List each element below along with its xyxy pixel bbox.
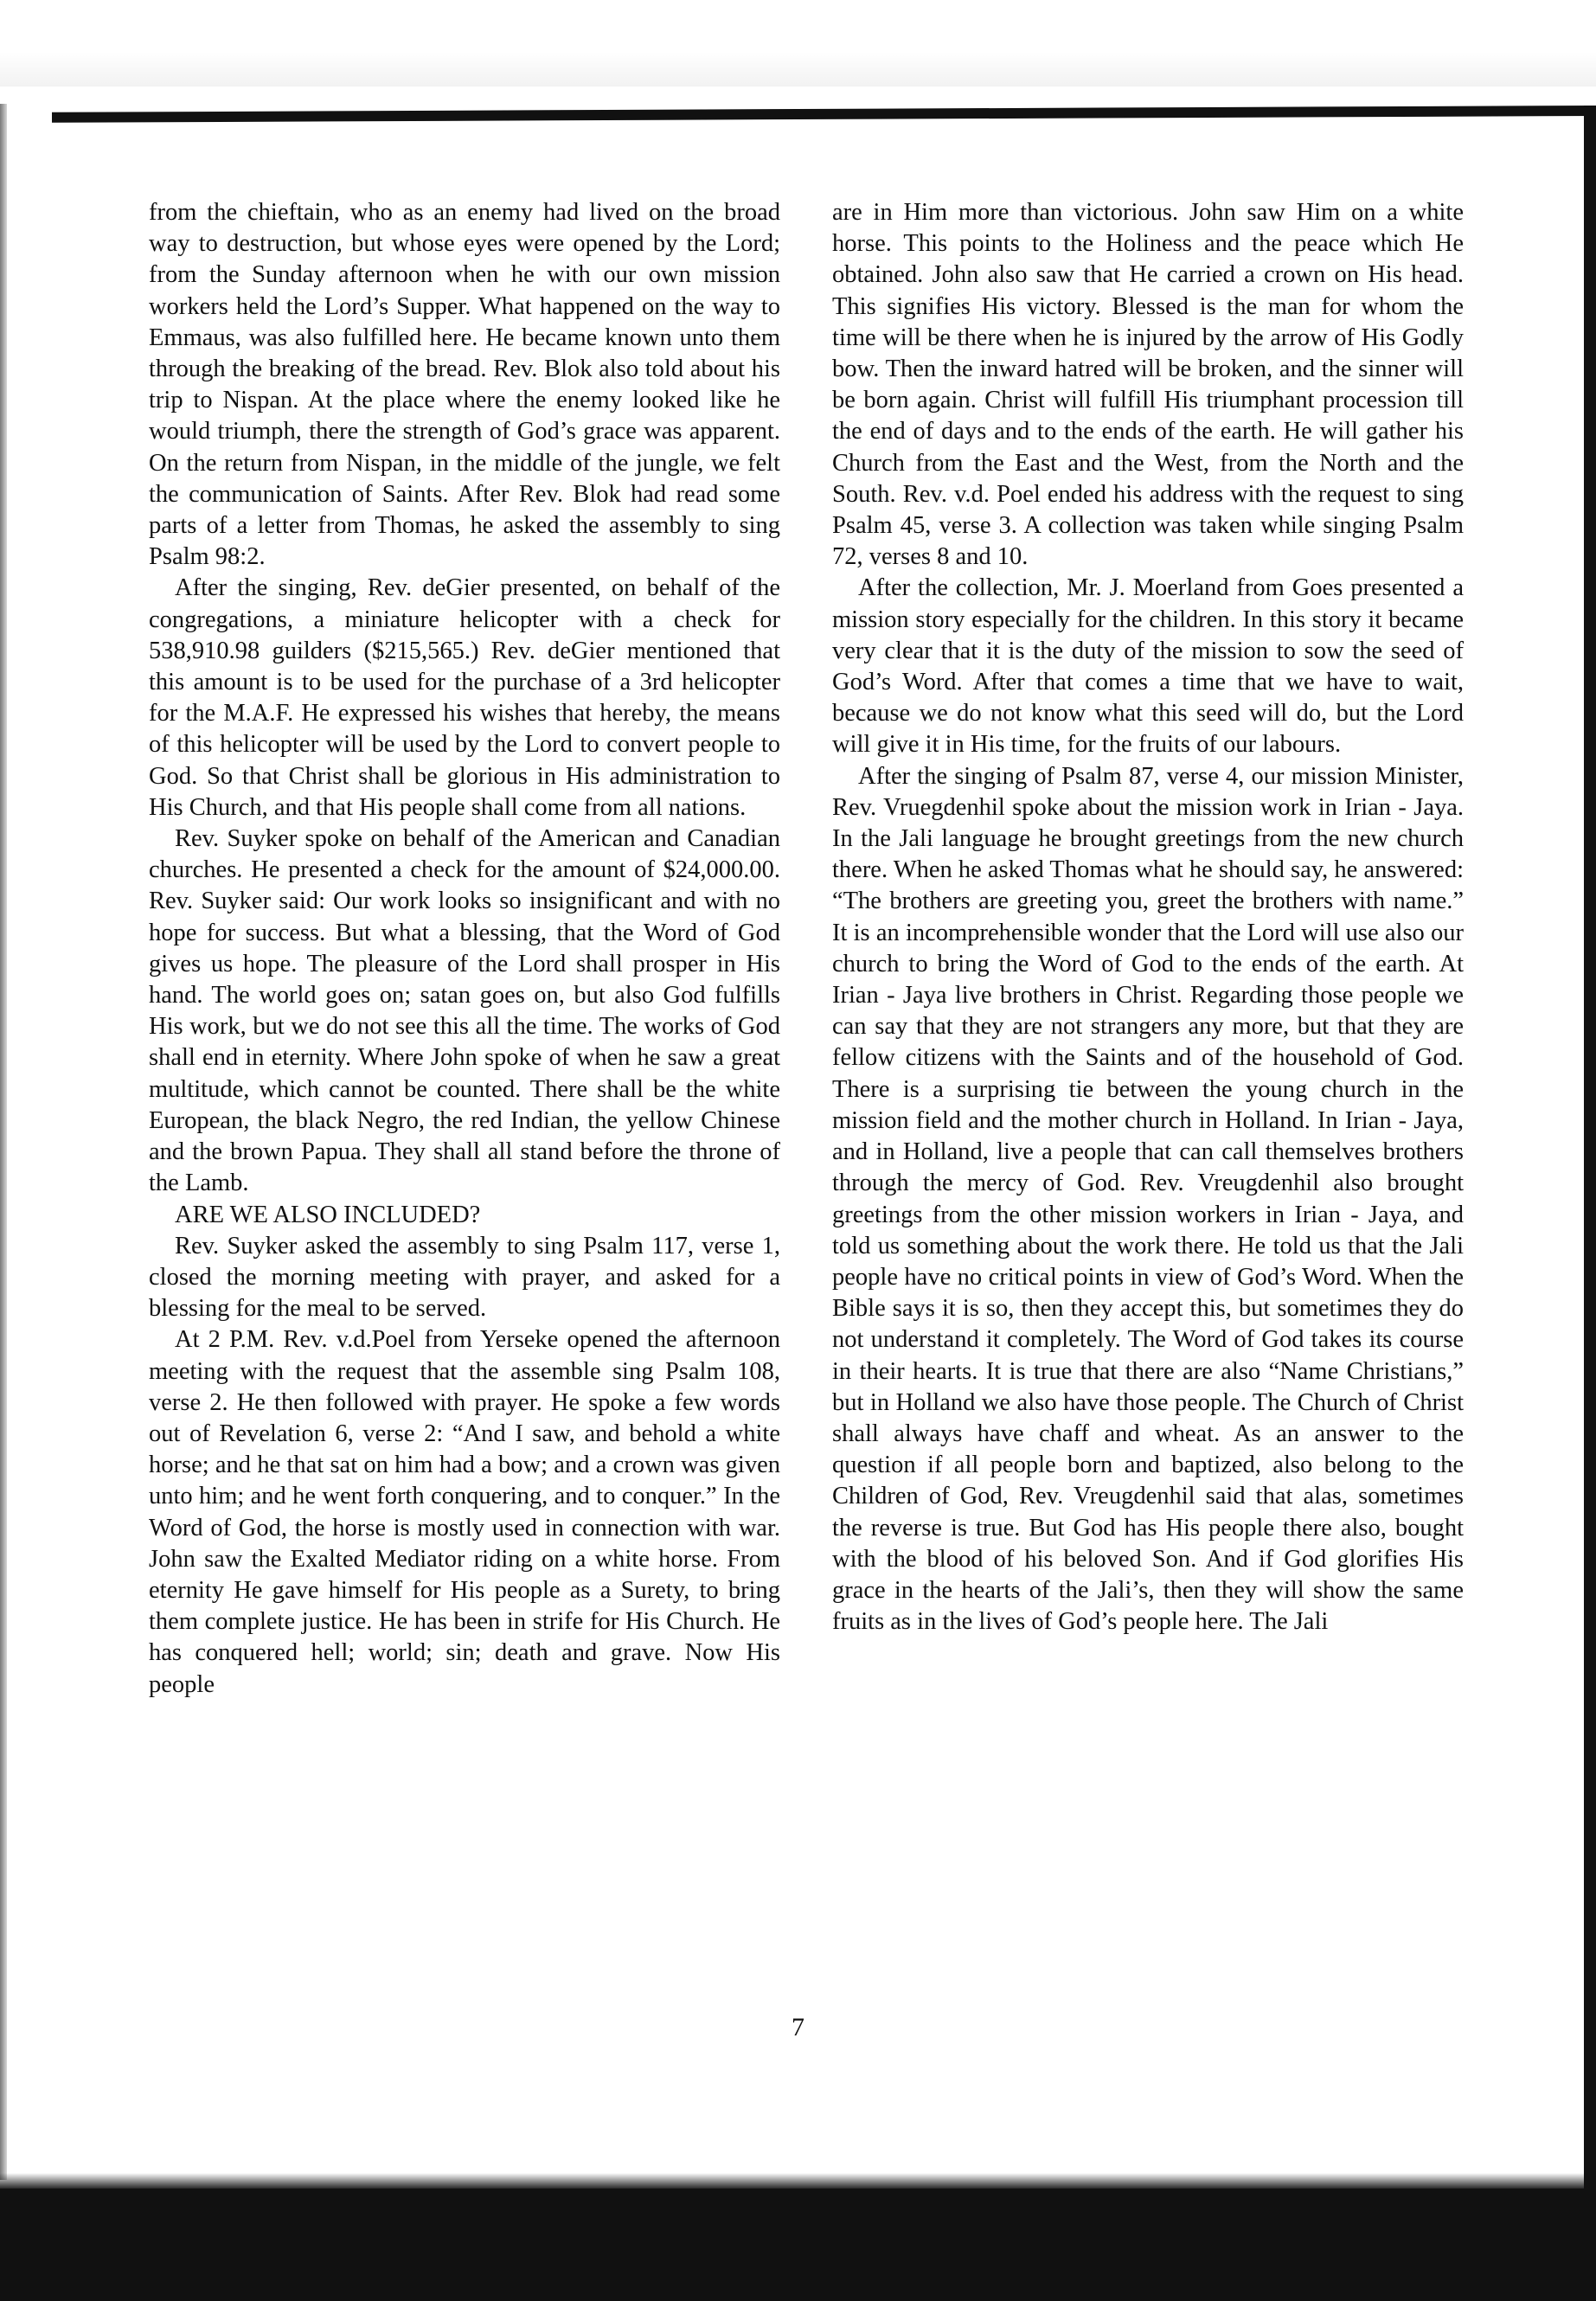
scan-bottom-edge (0, 2189, 1596, 2301)
paragraph: After the singing of Psalm 87, verse 4, our mission Minister, Rev. Vruegdenhil spoke about the mission work in Irian - Jaya. In the Jali language he brought greetings from the new church there. When he asked Thomas what he should say, he answered: “The brothers are greeting you, greet the brothers with name.” It is an incomprehensible wonder that the Lord will use also our church to bring the Word of God to the ends of the earth. At Irian - Jaya live brothers in Christ. Regarding those people we can say that they are not strangers any more, but that they are fellow citizens with the Saints and of the household of God. There is a surprising tie between the young church in the mission field and the mother church in Holland. In Irian - Jaya, and in Holland, live a people that can call themselves brothers through the mercy of God. Rev. Vreugdenhil also brought greetings from the other mission workers in Irian - Jaya, and told us something about the work there. He told us that the Jali people have no critical points in view of God’s Word. When the Bible says it is so, then they accept this, but sometimes they do not understand it completely. The Word of God takes its course in their hearts. It is true that there are also “Name Christians,” but in Holland we also have those people. The Church of Christ shall always have chaff and wheat. As an answer to the question if all people born and baptized, also belong to the Children of God, Rev. Vreugdenhil said that alas, sometimes the reverse is true. But God has His people there also, bought with the blood of his beloved Son. And if God glorifies His grace in the hearts of the Jali’s, then they will show the same fruits as in the lives of God’s people here. The Jali (832, 762, 1464, 1636)
paragraph: At 2 P.M. Rev. v.d.Poel from Yerseke opened the afternoon meeting with the request that the assemble sing Psalm 108, verse 2. He then followed with prayer. He spoke a few words out of Revelation 6, verse 2: “And I saw, and behold a white horse; and he that sat on him had a bow; and a crown was given unto him; and he went forth conquering, and to conquer.” In the Word of God, the horse is mostly used in connection with war. John saw the Exalted Mediator riding on a white horse. From eternity He gave himself for His people as a Surety, to bring them complete justice. He has been in strife for His Church. He has conquered hell; world; sin; death and grave. Now His people (149, 1326, 780, 1698)
left-column (149, 197, 780, 1701)
paragraph: are in Him more than victorious. John saw Him on a white horse. This points to the Holiness and the peace which He obtained. John also saw that He carried a crown on His head. This signifies His victory. Blessed is the man for whom the time will be there when he is injured by the arrow of His Godly bow. Then the inward hatred will be broken, and the sinner will be born again. Christ will fulfill His triumphant procession till the end of days and to the ends of the earth. He will gather his Church from the East and the West, from the North and the South. Rev. v.d. Poel ended his address with the request to sing Psalm 45, verse 3. A collection was taken while singing Psalm 72, verses 8 and 10. (832, 199, 1464, 571)
page (149, 197, 1464, 1988)
scan-top-margin (0, 0, 1596, 87)
scan-top-edge (52, 106, 1596, 123)
right-column (832, 197, 1464, 1638)
paragraph: from the chieftain, who as an enemy had lived on the broad way to destruction, but whose eyes were opened by the Lord; from the Sunday afternoon when he with our own mission workers held the Lord’s Supper. What happened on the way to Emmaus, was also fulfilled here. He became known unto them through the breaking of the bread. Rev. Blok also told about his trip to Nispan. At the place where the enemy looked like he would triumph, there the strength of God’s grace was apparent. On the return from Nispan, in the middle of the jungle, we felt the communication of Saints. After Rev. Blok had read some parts of a letter from Thomas, he asked the assembly to sing Psalm 98:2. (149, 199, 780, 571)
paragraph: After the singing, Rev. deGier presented, on behalf of the congregations, a miniature helicopter with a check for 538,910.98 guilders ($215,565.) Rev. deGier mentioned that this amount is to be used for the purchase of a 3rd helicopter for the M.A.F. He expressed his wishes that hereby, the means of this helicopter will be used by the Lord to convert people to God. So that Christ shall be glorious in His administration to His Church, and that His people shall come from all nations. (149, 574, 780, 821)
paragraph: After the collection, Mr. J. Moerland from Goes presented a mission story especially for the children. In this story it became very clear that it is the duty of the mission to sow the seed of God’s Word. After that comes a time that we have to wait, because we do not know what this seed will do, but the Lord will give it in His time, for the fruits of our labours. (832, 574, 1464, 759)
scan-right-edge (1584, 106, 1596, 2206)
page-number: 7 (792, 2013, 804, 2041)
paragraph: Rev. Suyker asked the assembly to sing Psalm 117, verse 1, closed the morning meeting with prayer, and asked for a blessing for the meal to be served. (149, 1232, 780, 1323)
section-heading: ARE WE ALSO INCLUDED? (175, 1201, 481, 1228)
paragraph: Rev. Suyker spoke on behalf of the American and Canadian churches. He presented a check for the amount of $24,000.00. Rev. Suyker said: Our work looks so insignificant and with no hope for success. But what a blessing, that the Word of God gives us hope. The pleasure of the Lord shall prosper in His hand. The world goes on; satan goes on, but also God fulfills His work, but we do not see this all the time. The works of God shall end in eternity. Where John spoke of when he saw a great multitude, which cannot be counted. There shall be the white European, the black Negro, the red Indian, the yellow Chinese and the brown Papua. They shall all stand before the throne of the Lamb. (149, 825, 780, 1197)
scan-left-edge (0, 104, 7, 2180)
